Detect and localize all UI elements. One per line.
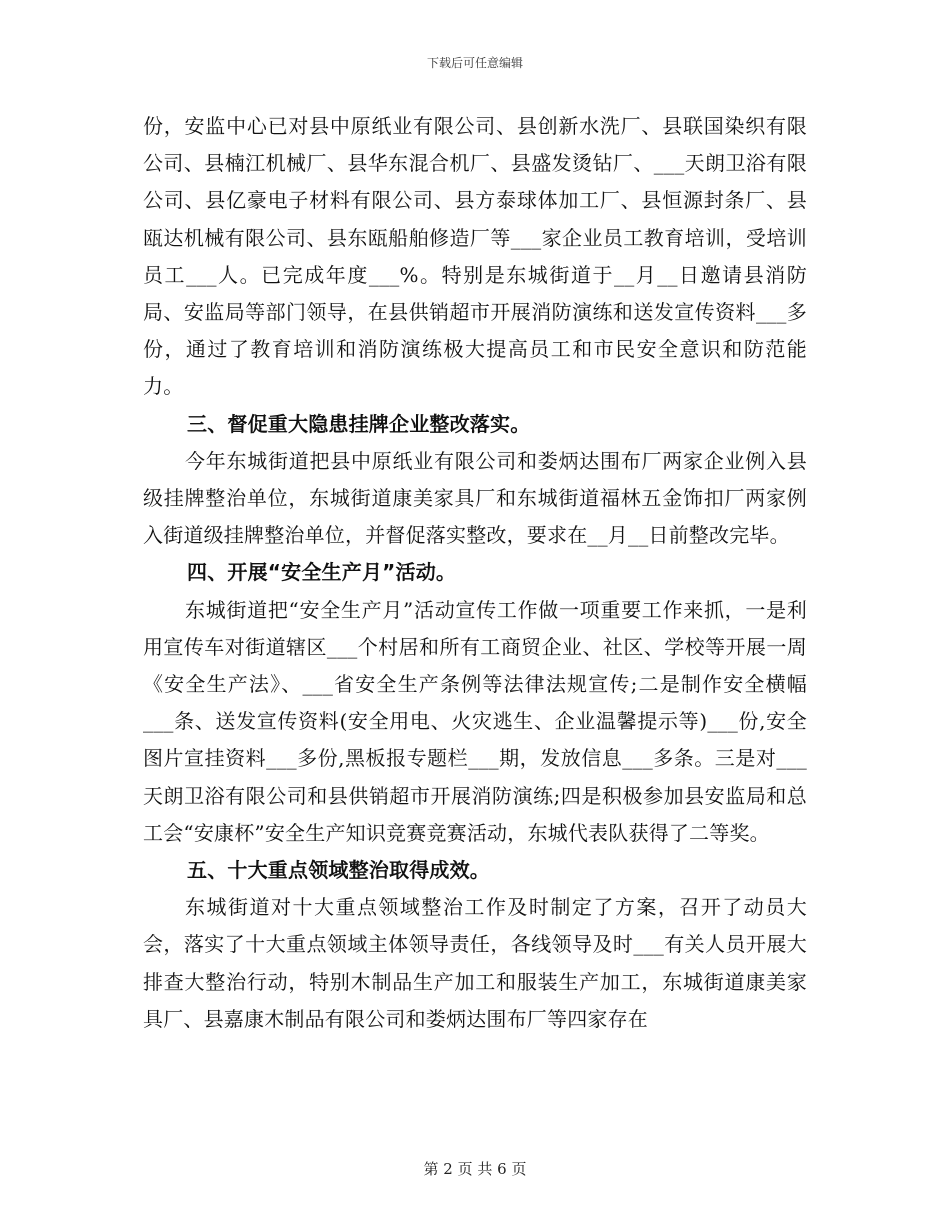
page-header: 下载后可任意编辑 [426,56,523,70]
paragraph-hazard-rectification: 今年东城街道把县中原纸业有限公司和娄炳达围布厂两家企业例入县级挂牌整治单位，东城街道康美家具厂和东城街道福林五金饰扣厂两家例入街道级挂牌整治单位，并督促落实整改，要求在__月__日前整改完毕。 [143,448,807,548]
section-heading-4: 四、开展“安全生产月”活动。 [187,560,457,585]
paragraph-safety-month: 东城街道把“安全生产月”活动宣传工作做一项重要工作来抓，一是利用宣传车对街道辖区___个村居和所有工商贸企业、社区、学校等开展一周《安全生产法》、___省安全生产条例等法律法规宣传;二是制作安全横幅___条、送发宣传资料(安全用电、火灾逃生、企业温馨提示等)___份,安全图片宣挂资料___多份,黑板报专题栏___期，发放信息___多条。三是对___天朗卫浴有限公司和县供销超市开展消防演练;四是积极参加县安监局和总工会“安康杯”安全生产知识竞赛竞赛活动，东城代表队获得了二等奖。 [143,597,807,845]
paragraph-key-areas: 东城街道对十大重点领域整治工作及时制定了方案，召开了动员大会，落实了十大重点领域主体领导责任，各线领导及时___有关人员开展大排查大整治行动，特别木制品生产加工和服装生产加工，东城街道康美家具厂、县嘉康木制品有限公司和娄炳达围布厂等四家存在 [143,895,807,1031]
section-heading-5: 五、十大重点领域整治取得成效。 [187,858,490,883]
page-number: 第 2 页 共 6 页 [423,1160,527,1178]
section-heading-3: 三、督促重大隐患挂牌企业整改落实。 [187,411,531,436]
paragraph-training: 份，安监中心已对县中原纸业有限公司、县创新水洗厂、县联国染织有限公司、县楠江机械厂、县华东混合机厂、县盛发烫钻厂、___天朗卫浴有限公司、县亿豪电子材料有限公司、县方泰球体加工厂、县恒源封条厂、县瓯达机械有限公司、县东瓯船舶修造厂等___家企业员工教育培训，受培训员工___人。已完成年度___%。特别是东城街道于__月__日邀请县消防局、安监局等部门领导，在县供销超市开展消防演练和送发宣传资料___多份，通过了教育培训和消防演练极大提高员工和市民安全意识和防范能力。 [143,114,807,399]
document-body [143,108,807,1038]
